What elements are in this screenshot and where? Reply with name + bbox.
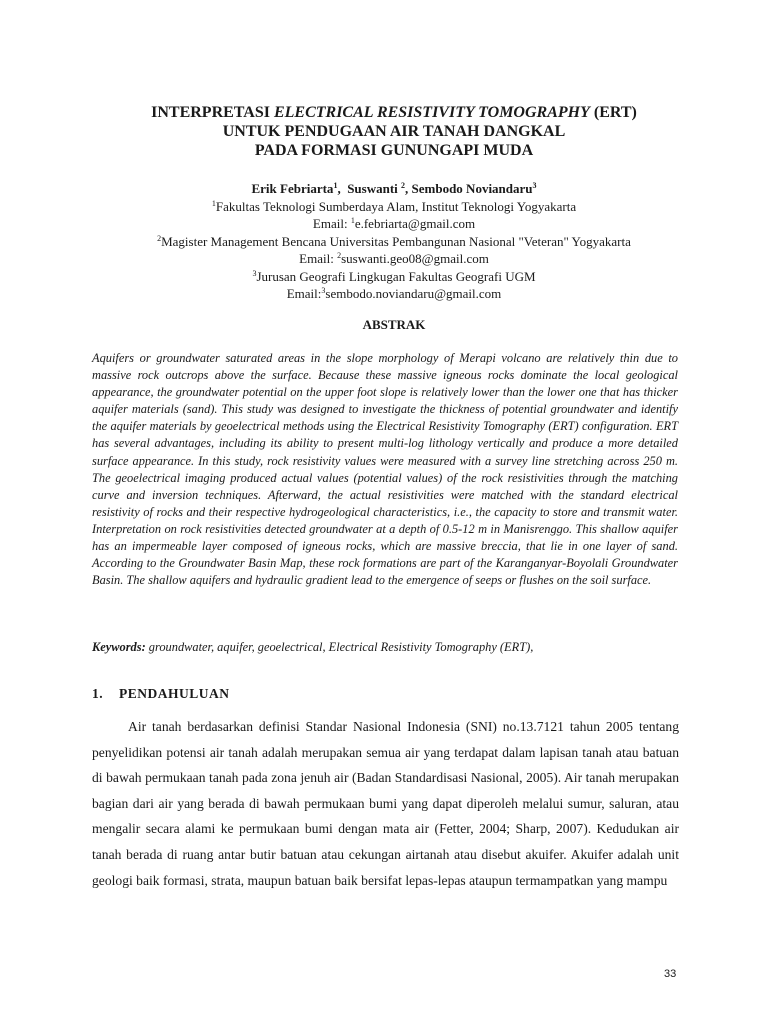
- page-number: 33: [664, 968, 677, 980]
- keywords-text: groundwater, aquifer, geoelectrical, Electrical Resistivity Tomography (ERT),: [145, 640, 534, 654]
- title-line-3: PADA FORMASI GUNUNGAPI MUDA: [254, 142, 534, 159]
- author-block: [60, 180, 728, 303]
- keywords-line: [92, 639, 692, 656]
- email-1: Email: $^1$e.febriarta@gmail.com: [312, 216, 476, 231]
- title-line-2: UNTUK PENDUGAAN AIR TANAH DANGKAL: [222, 123, 566, 140]
- section-number: 1.: [92, 686, 104, 701]
- paper-title: [60, 103, 728, 160]
- keywords-label: Keywords:: [92, 640, 146, 654]
- body-paragraph: Air tanah berdasarkan definisi Standar Nasional Indonesia (SNI) no.13.7121 tahun 2005 tentang penyelidikan potensi air tanah adalah merupakan semua air yang terdapat dalam lapisan tanah atau batuan di bawah permukaan tanah pada zona jenuh air (Badan Standardisasi Nasional, 2005). Air tanah merupakan bagian dari air yang berada di bawah permukaan bumi yang dapat diperoleh melalui sumur, saluran, atau mengalir secara alami ke permukaan bumi dengan mata air (Fetter, 2004; Sharp, 2007). Kedudukan air tanah berada di ruang antar butir batuan atau cekungan airtanah atau disebut akuifer. Akuifer adalah unit geologi baik formasi, strata, maupun batuan baik bersifat lepas-lepas ataupun termampatkan yang mampu: [92, 719, 679, 888]
- abstract-heading: ABSTRAK: [362, 317, 426, 332]
- section-title: PENDAHULUAN: [119, 686, 230, 701]
- email-2: Email: $^2$suswanti.geo08@gmail.com: [299, 251, 489, 266]
- section-heading: [92, 686, 230, 702]
- affiliation-2: $^2$Magister Management Bencana Universitas Pembangunan Nasional "Veteran" Yogyakarta: [157, 233, 631, 249]
- affiliation-1: $^1$Fakultas Teknologi Sumberdaya Alam, Institut Teknologi Yogyakarta: [211, 198, 577, 214]
- abstract-text: Aquifers or groundwater saturated areas in the slope morphology of Merapi volcano are relatively thin due to massive rock outcrops above the surface. Because these massive igneous rocks dominate the local geological appearance, the groundwater potential on the upper foot slope is relatively lower than the lower one that has thicker aquifer materials (sand). This study was designed to investigate the thickness of potential groundwater and identify the aquifer materials by geoelectrical methods using the Electrical Resistivity Tomography (ERT) configuration. ERT has several advantages, including its ability to present multi-log lithology vertically and produce a more detailed surface appearance. In this study, rock resistivity values were measured with a survey line stretching across 250 m. The geoelectrical imaging produced actual values (potential values) of the rock resistivities through the matching curve and inversion techniques. Afterward, the actual resistivities were matched with the standard electrical resistivity of rocks and their respective hydrogeological characteristics, i.e., the capacity to store and transmit water. Interpretation on rock resistivities detected groundwater at a depth of 0.5-12 m in Manisrenggo. This shallow aquifer has an impermeable layer composed of igneous rocks, which are massive breccia, that lie in one layer of sand. According to the Groundwater Basin Map, these rock formations are part of the Karanganyar-Boyolali Groundwater Basin. The shallow aquifers and hydraulic gradient lead to the emergence of seeps or flushes on the soil surface.: [92, 351, 678, 588]
- affiliation-3: $^3$Jurusan Geografi Lingkugan Fakultas Geografi UGM: [252, 268, 536, 284]
- author-names: Erik Febriarta$^1$, Suswanti $^2$, Sembodo Noviandaru$^3$: [251, 181, 537, 196]
- title-line-1: INTERPRETASI ELECTRICAL RESISTIVITY TOMOGRAPHY (ERT): [151, 104, 637, 121]
- email-3: Email:$^3$sembodo.noviandaru@gmail.com: [286, 286, 502, 301]
- title-italic-term: ELECTRICAL RESISTIVITY TOMOGRAPHY: [273, 104, 590, 121]
